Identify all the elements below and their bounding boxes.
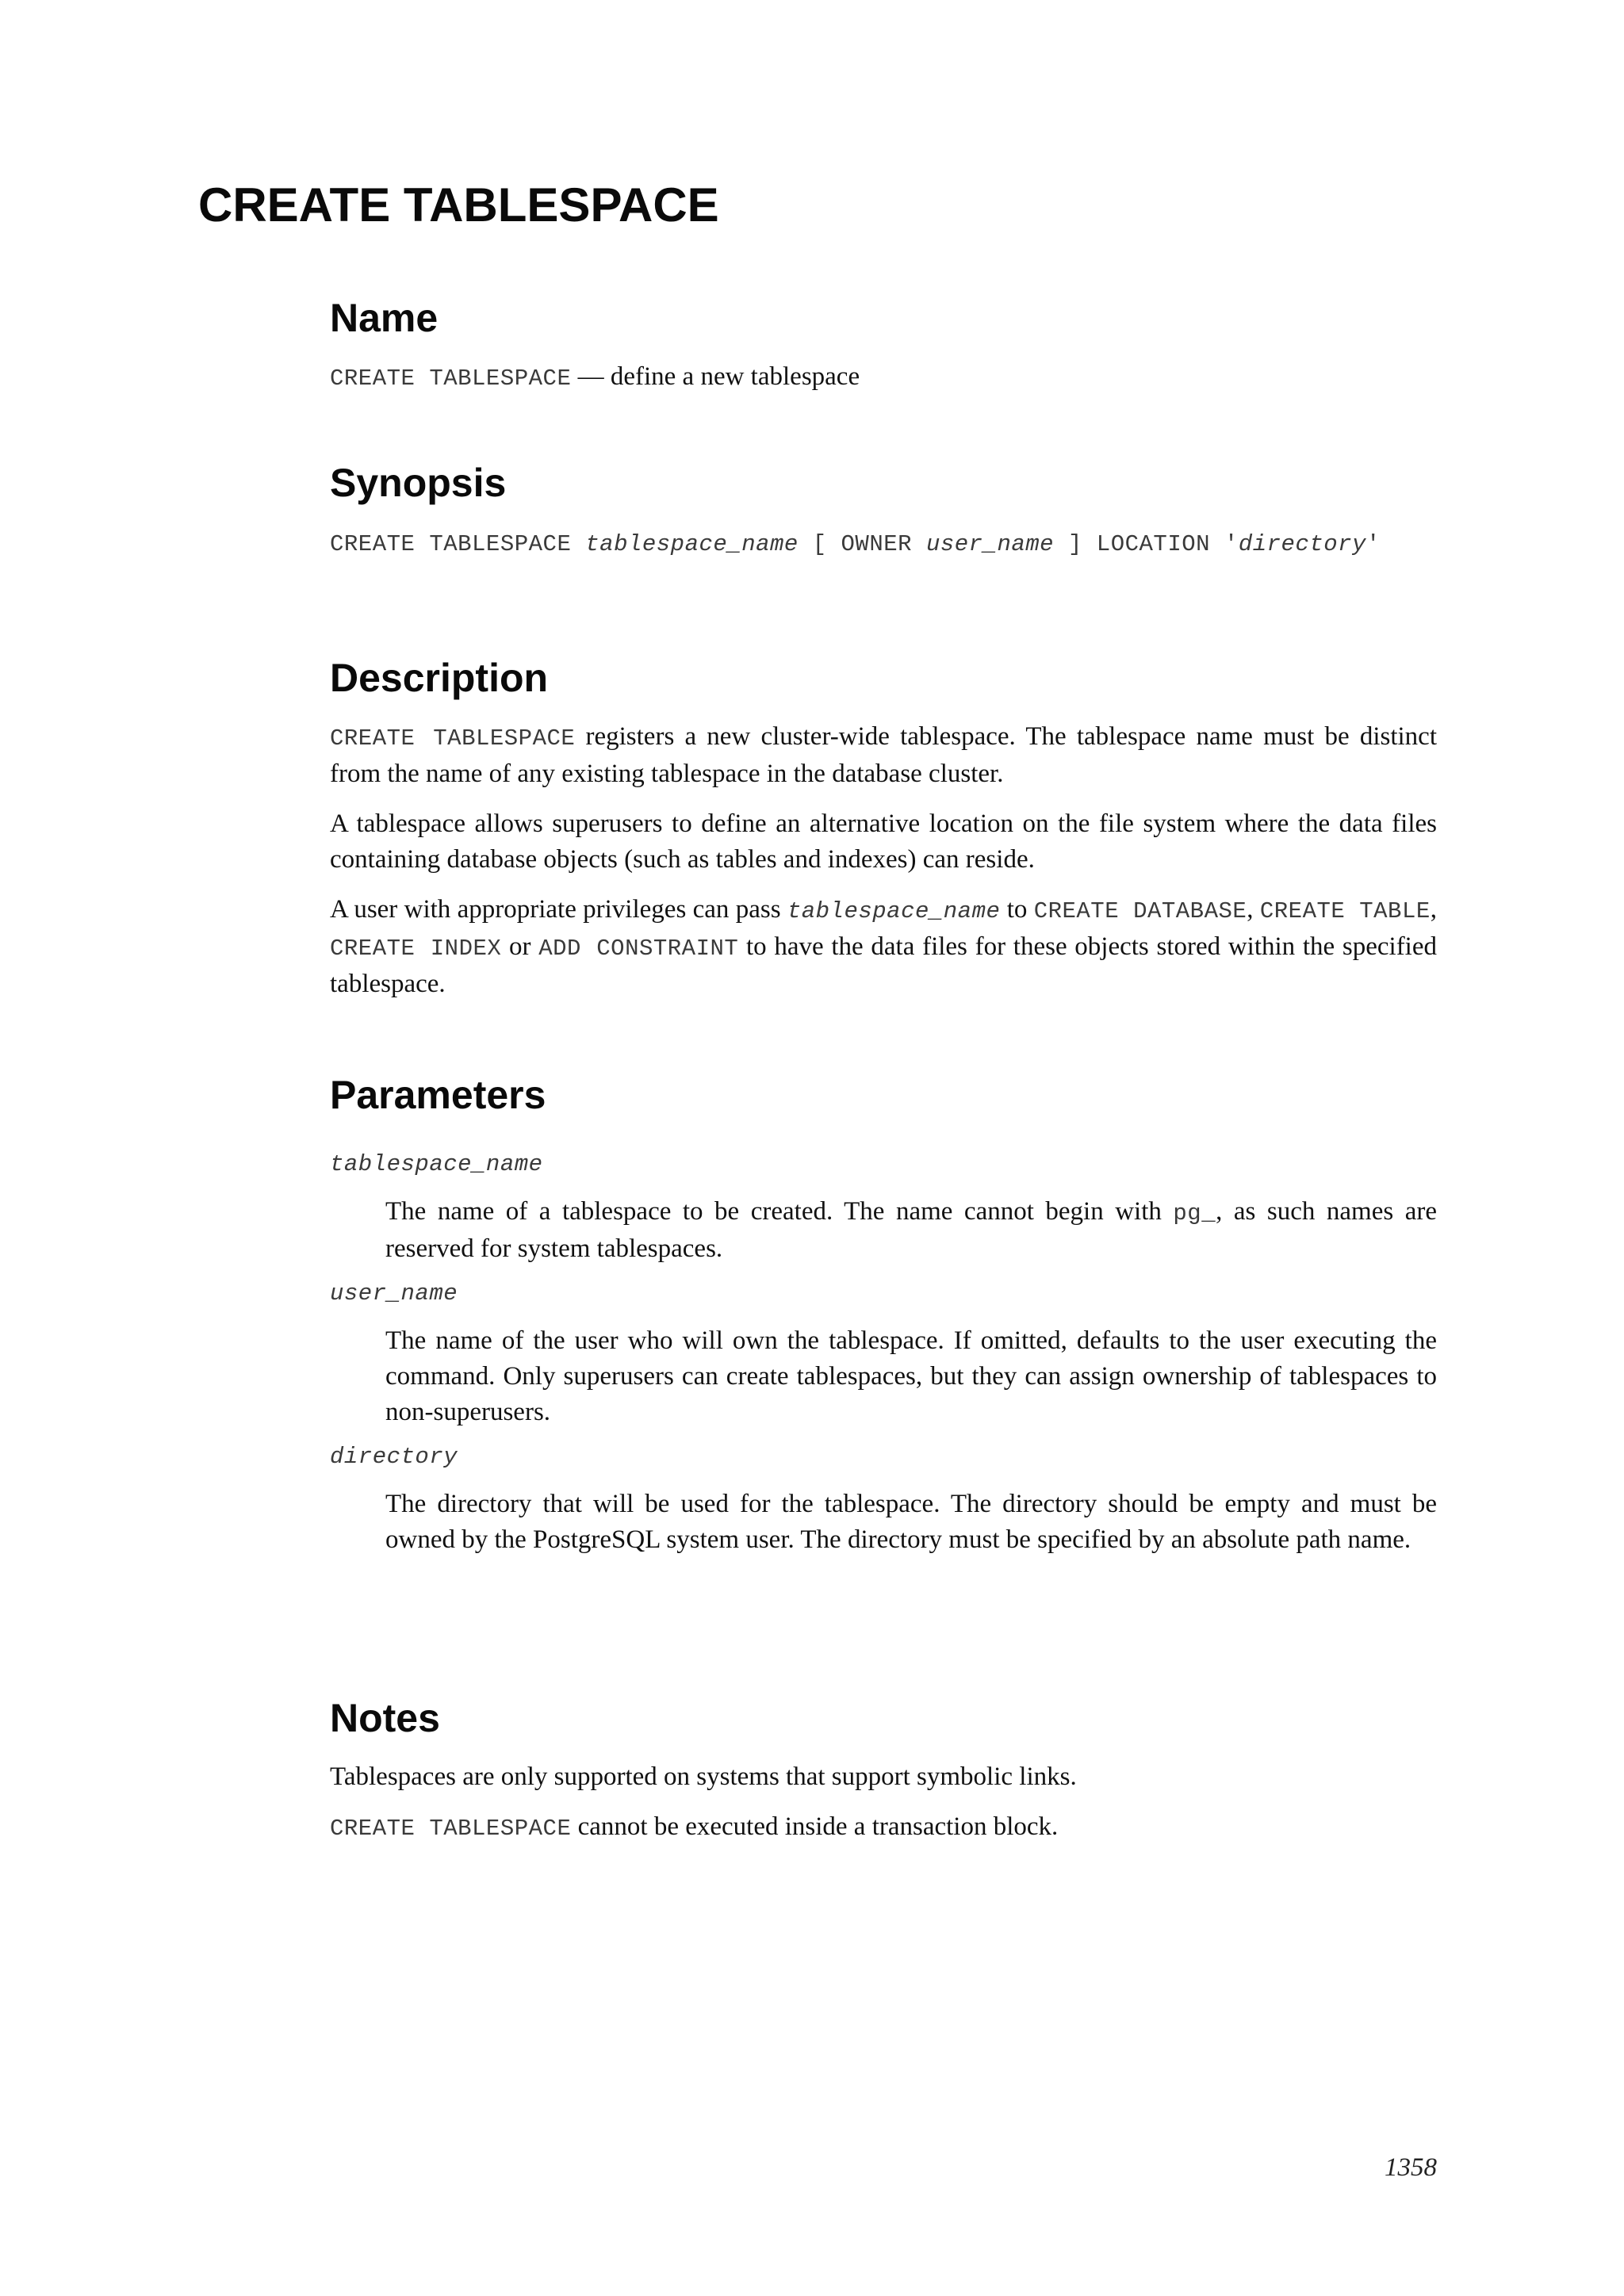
synopsis-keyword: ] LOCATION ': [1054, 531, 1239, 557]
name-section: [330, 297, 1437, 396]
synopsis-section: [330, 461, 1437, 561]
synopsis-keyword: CREATE TABLESPACE: [330, 531, 586, 557]
parameters-heading: Parameters: [330, 1073, 546, 1117]
name-summary: [330, 359, 1437, 396]
page-number: 1358: [1385, 2153, 1437, 2182]
inline-command: CREATE TABLE: [1259, 898, 1431, 924]
synopsis-param-tablespace-name: tablespace_name: [585, 531, 799, 557]
synopsis-keyword: [ OWNER: [798, 531, 926, 557]
param-term: user_name: [330, 1280, 458, 1307]
notes-section: [330, 1697, 1437, 1846]
name-heading: Name: [330, 296, 439, 340]
notes-heading: Notes: [330, 1696, 440, 1740]
name-summary-text: — define a new tablespace: [571, 362, 860, 391]
description-paragraph-2: A tablespace allows superusers to define an alternative location on the file system where the data files containing database objects (such as tables and indexes) can reside.: [330, 809, 1437, 874]
inline-param: tablespace_name: [787, 898, 1001, 924]
inline-command: CREATE TABLESPACE: [330, 1816, 572, 1842]
synopsis-line: [330, 527, 1437, 561]
synopsis-param-user-name: user_name: [925, 531, 1055, 557]
notes-paragraph-1: Tablespaces are only supported on systems that support symbolic links.: [330, 1762, 1077, 1791]
inline-command: ADD CONSTRAINT: [538, 936, 739, 962]
synopsis-heading: Synopsis: [330, 461, 507, 505]
param-definition: The name of a tablespace to be created. The name cannot begin with pg_, as such names are reserved for system tablespaces.: [385, 1197, 1437, 1263]
param-definition: The name of the user who will own the tablespace. If omitted, defaults to the user executing the command. Only superusers can create tablespaces, but they can assign ownership of tablespaces to non-superusers.: [385, 1326, 1437, 1426]
param-definition: The directory that will be used for the tablespace. The directory should be empty and must be owned by the PostgreSQL system user. The directory must be specified by an absolute path name.: [385, 1490, 1437, 1554]
description-section: [330, 656, 1437, 1002]
param-term: tablespace_name: [330, 1151, 543, 1177]
parameters-section: [330, 1073, 1437, 1558]
inline-command: CREATE DATABASE: [1033, 898, 1247, 924]
inline-command: CREATE INDEX: [330, 936, 502, 962]
inline-code: pg_: [1173, 1200, 1216, 1226]
page-title: CREATE TABLESPACE: [198, 178, 719, 232]
synopsis-keyword: ': [1365, 531, 1381, 557]
notes-paragraph-2: CREATE TABLESPACE cannot be executed inside a transaction block.: [330, 1812, 1059, 1842]
inline-command: CREATE TABLESPACE: [330, 725, 576, 752]
description-heading: Description: [330, 656, 549, 700]
description-paragraph-1: CREATE TABLESPACE registers a new cluster-wide tablespace. The tablespace name must be distinct from the name of any existing tablespace in the database cluster.: [330, 722, 1437, 788]
name-command: CREATE TABLESPACE: [330, 365, 572, 392]
param-term: directory: [330, 1444, 458, 1470]
description-paragraph-3: A user with appropriate privileges can pass tablespace_name to CREATE DATABASE, CREATE TABLE, CREATE INDEX or ADD CONSTRAINT to have the data files for these objects stored within the specified tablespace.: [330, 895, 1438, 998]
synopsis-param-directory: directory: [1238, 531, 1366, 557]
